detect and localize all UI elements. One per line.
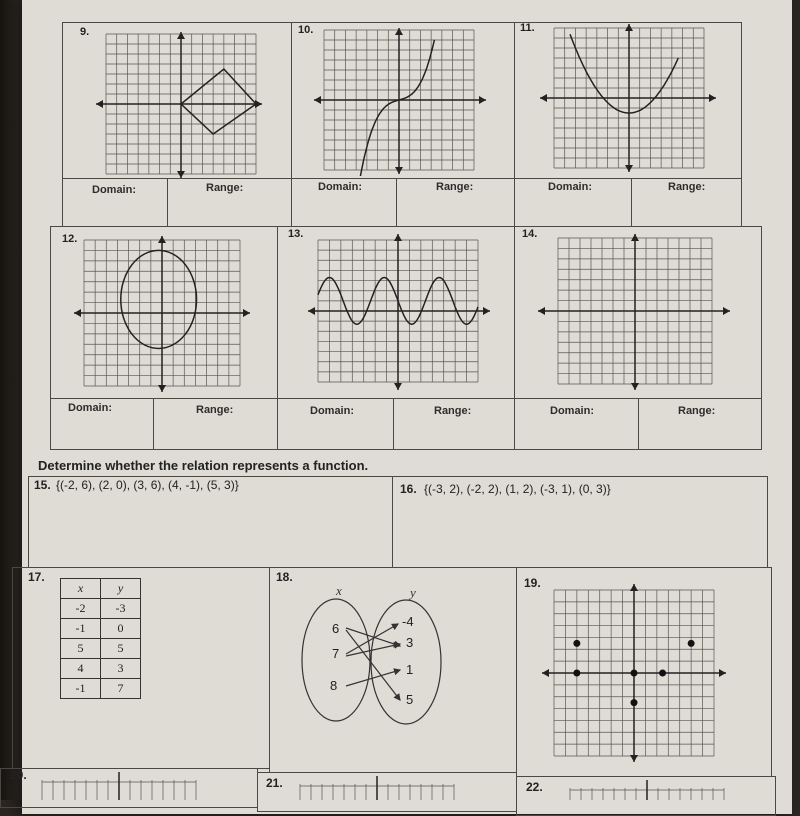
axis-arrow — [630, 755, 638, 762]
problem-number: 13. — [288, 228, 304, 240]
axis-arrow — [630, 584, 638, 591]
section-heading: Determine whether the relation represents a function. — [38, 458, 369, 473]
domain-label: Domain: — [92, 184, 136, 196]
domain-value: 6 — [332, 621, 340, 636]
plot-point — [631, 699, 638, 706]
table-cell: 3 — [101, 659, 141, 679]
axis-arrow — [483, 307, 490, 315]
axis-arrow — [394, 234, 402, 241]
range-value: 5 — [406, 692, 414, 707]
axis-arrow — [723, 307, 730, 315]
axis-arrow — [243, 309, 250, 317]
table-cell: 7 — [101, 679, 141, 699]
axis-arrow — [479, 96, 486, 104]
table-cell: 4 — [61, 659, 101, 679]
table-cell: -3 — [101, 599, 141, 619]
coordinate-grid — [290, 776, 470, 800]
range-value: 3 — [406, 635, 414, 650]
plot-point — [573, 640, 580, 647]
axis-arrow — [395, 28, 403, 35]
axis-arrow — [74, 309, 81, 317]
axis-arrow — [625, 24, 633, 31]
problem-number: 15. — [34, 478, 51, 492]
problem-number: 9. — [80, 26, 90, 38]
range-label: Range: — [206, 182, 244, 194]
problem-number: 20. — [10, 768, 27, 782]
domain-value: 8 — [330, 678, 338, 693]
table-cell: 5 — [61, 639, 101, 659]
axis-arrow — [540, 94, 547, 102]
problem-number: 21. — [266, 776, 283, 790]
axis-arrow — [631, 234, 639, 241]
problem-number: 17. — [28, 570, 45, 584]
coordinate-grid — [538, 22, 718, 174]
plot-point — [659, 670, 666, 677]
problem-number: 19. — [524, 576, 541, 590]
domain-label: Domain: — [550, 405, 594, 417]
table-cell: -1 — [61, 679, 101, 699]
axis-arrow — [158, 385, 166, 392]
range-label: Range: — [196, 404, 234, 416]
table-header: x — [61, 579, 101, 599]
range-label: Range: — [436, 181, 474, 193]
problem-number: 16. — [400, 482, 417, 496]
domain-label: Domain: — [68, 402, 112, 414]
axis-arrow — [394, 383, 402, 390]
plot-point — [688, 640, 695, 647]
axis-arrow — [177, 32, 185, 39]
axis-arrow — [542, 669, 549, 677]
coordinate-grid — [536, 232, 732, 392]
range-label: Range: — [668, 181, 706, 193]
plot-point — [631, 670, 638, 677]
problem-17-cell — [12, 567, 270, 769]
relation-set: {(-3, 2), (-2, 2), (1, 2), (-3, 1), (0, 3)} — [424, 482, 611, 496]
range-value: -4 — [402, 614, 414, 629]
problem-number: 22. — [526, 780, 543, 794]
coordinate-grid — [560, 780, 740, 800]
problem-number: 11. — [520, 22, 535, 34]
axis-arrow — [625, 165, 633, 172]
xy-table — [60, 578, 141, 699]
axis-arrow — [96, 100, 103, 108]
range-label: Range: — [434, 405, 472, 417]
axis-arrow — [538, 307, 545, 315]
axis-arrow — [395, 167, 403, 174]
mapping-diagram — [290, 580, 450, 730]
domain-label: Domain: — [548, 181, 592, 193]
plot-point — [573, 670, 580, 677]
axis-arrow — [158, 236, 166, 243]
range-value: 1 — [406, 662, 414, 677]
table-header: y — [101, 579, 141, 599]
table-cell: 5 — [101, 639, 141, 659]
domain-label: Domain: — [310, 405, 354, 417]
x-label: x — [336, 583, 342, 598]
y-label: y — [410, 585, 416, 600]
coordinate-grid — [540, 582, 728, 764]
axis-arrow — [314, 96, 321, 104]
coordinate-grid — [312, 26, 488, 176]
coordinate-grid — [94, 30, 264, 180]
axis-arrow — [631, 383, 639, 390]
range-label: Range: — [678, 405, 716, 417]
coordinate-grid — [306, 232, 492, 392]
axis-arrow — [308, 307, 315, 315]
domain-label: Domain: — [318, 181, 362, 193]
domain-value: 7 — [332, 646, 340, 661]
table-cell: -1 — [61, 619, 101, 639]
problem-number: 12. — [62, 233, 78, 245]
problem-number: 18. — [276, 570, 293, 584]
problem-number: 14. — [522, 228, 538, 240]
table-cell: -2 — [61, 599, 101, 619]
problem-number: 10. — [298, 24, 314, 36]
coordinate-grid — [72, 234, 252, 394]
coordinate-grid — [32, 772, 212, 800]
table-cell: 0 — [101, 619, 141, 639]
axis-arrow — [177, 171, 185, 178]
axis-arrow — [719, 669, 726, 677]
axis-arrow — [709, 94, 716, 102]
relation-set: {(-2, 6), (2, 0), (3, 6), (4, -1), (5, 3)} — [56, 478, 239, 492]
